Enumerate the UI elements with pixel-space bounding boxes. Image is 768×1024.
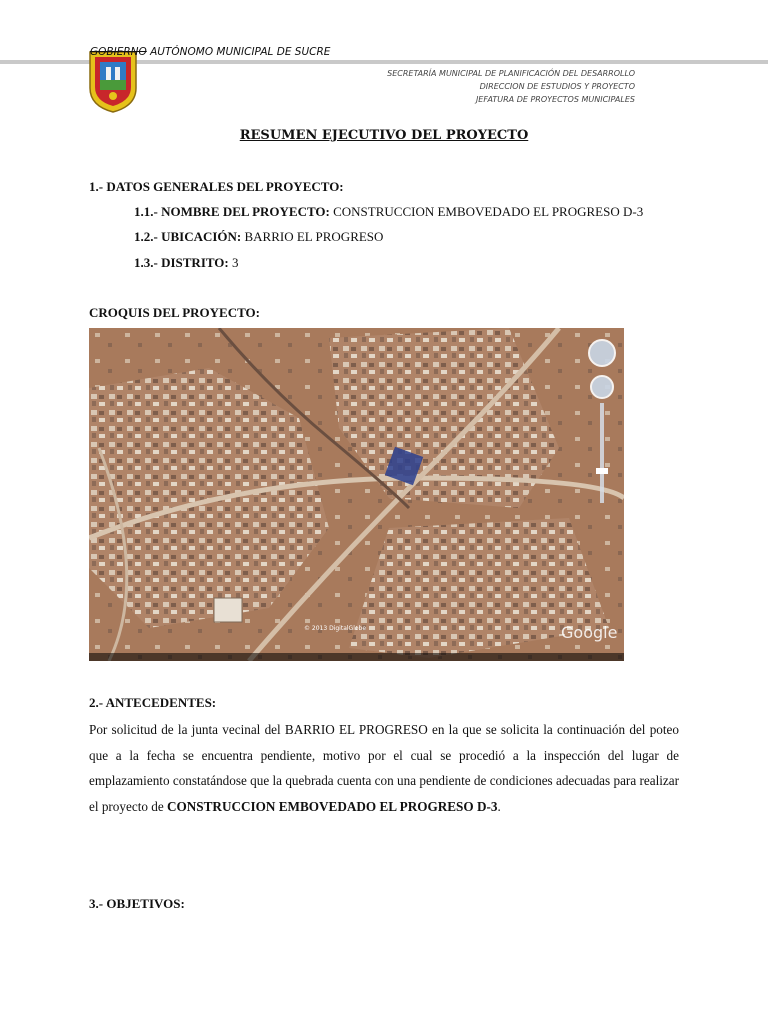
map-credit: © 2013 DigitalGlobe: [304, 625, 367, 632]
header-line-1: SECRETARÍA MUNICIPAL DE PLANIFICACIÓN DEL DESARROLLO: [387, 69, 635, 78]
antecedentes-paragraph: [89, 717, 679, 819]
project-name-value: CONSTRUCCION EMBOVEDADO EL PROGRESO D-3: [329, 204, 644, 219]
district-line: [134, 255, 239, 271]
antecedentes-text: Por solicitud de la junta vecinal del BARRIO EL PROGRESO en la que se solicita la continuación del poteo que a la fecha se encuentra pendiente, motivo por el cual se procedió a la inspección del lugar de emplazamiento constatándose que la quebrada cuenta con una pendiente de condiciones adecuadas para realizar el proyecto de: [89, 722, 679, 814]
location-label: 1.2.- UBICACIÓN:: [134, 229, 242, 244]
header-organization: [90, 46, 330, 58]
district-value: 3: [228, 255, 239, 270]
antecedentes-end: .: [497, 798, 501, 814]
header-departments: [387, 67, 635, 106]
location-line: [134, 229, 383, 245]
map-brand: Google: [561, 623, 618, 642]
satellite-map-image: [89, 328, 624, 661]
header-org-rest: AUTÓNOMO MUNICIPAL DE SUCRE: [146, 46, 331, 58]
section-3-heading: 3.- OBJETIVOS:: [89, 896, 185, 911]
district-label: 1.3.- DISTRITO:: [134, 255, 229, 270]
project-name-label: 1.1.- NOMBRE DEL PROYECTO:: [134, 204, 330, 219]
section-2-heading: 2.- ANTECEDENTES:: [89, 695, 217, 710]
header-line-2: DIRECCION DE ESTUDIOS Y PROYECTO: [479, 82, 635, 91]
section-1-heading: 1.- DATOS GENERALES DEL PROYECTO:: [89, 179, 344, 194]
document-title: RESUMEN EJECUTIVO DEL PROYECTO: [239, 128, 529, 143]
header-org-struck: GOBIERNO: [90, 46, 147, 58]
croquis-heading: CROQUIS DEL PROYECTO:: [89, 305, 260, 320]
header-line-3: JEFATURA DE PROYECTOS MUNICIPALES: [475, 95, 635, 104]
project-name-line: [134, 204, 643, 220]
antecedentes-project-name: CONSTRUCCION EMBOVEDADO EL PROGRESO D-3: [167, 798, 498, 814]
location-value: BARRIO EL PROGRESO: [241, 229, 384, 244]
